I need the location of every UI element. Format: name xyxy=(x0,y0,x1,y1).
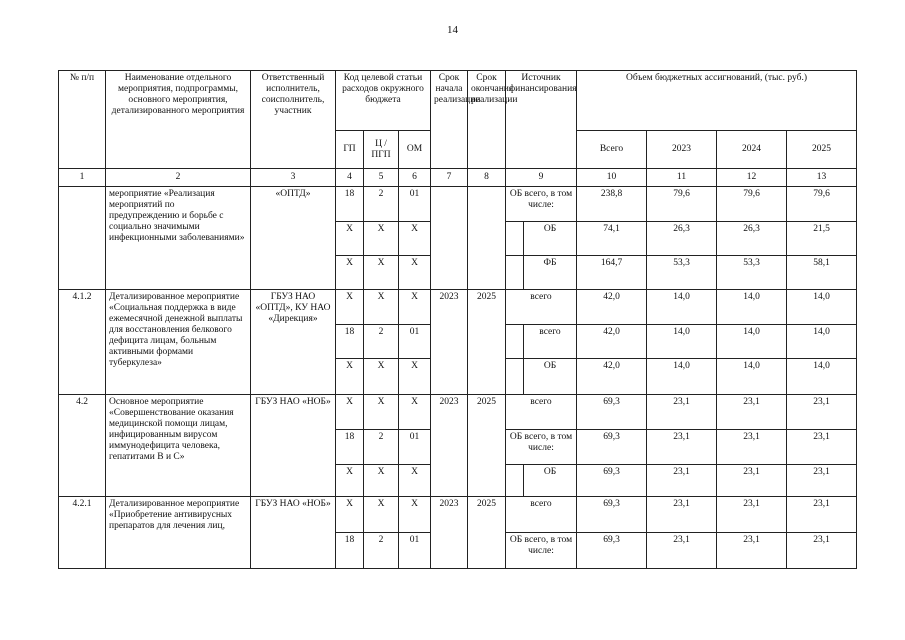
header-source: Источник финансирования xyxy=(506,71,577,169)
amount-2025: 21,5 xyxy=(787,222,857,256)
column-number: 10 xyxy=(577,169,647,187)
column-number: 2 xyxy=(106,169,251,187)
row-number: 4.2 xyxy=(59,395,106,497)
code-om: Х xyxy=(399,256,431,290)
responsible-executor: «ОПТД» xyxy=(251,187,336,290)
funding-source: ОБ xyxy=(524,359,577,395)
funding-source: всего xyxy=(506,497,577,533)
row-number xyxy=(59,187,106,290)
column-number: 11 xyxy=(647,169,717,187)
column-numbering-row xyxy=(59,169,857,187)
code-om: 01 xyxy=(399,533,431,569)
amount-2023: 23,1 xyxy=(647,395,717,430)
amount-2025: 79,6 xyxy=(787,187,857,222)
header-volume: Объем бюджетных ассигнований, (тыс. руб.) xyxy=(577,71,857,131)
column-number: 3 xyxy=(251,169,336,187)
header-name: Наименование отдельного мероприятия, подпрограммы, основного мероприятия, детализированного мероприятия xyxy=(106,71,251,169)
code-om: Х xyxy=(399,395,431,430)
amount-2024: 23,1 xyxy=(717,497,787,533)
amount-2024: 26,3 xyxy=(717,222,787,256)
header-2023: 2023 xyxy=(647,131,717,169)
code-gp: 18 xyxy=(336,325,364,359)
code-gp: 18 xyxy=(336,430,364,465)
measure-name: Детализированное мероприятие «Приобретение антивирусных препаратов для лечения лиц, xyxy=(106,497,251,569)
amount-2025: 14,0 xyxy=(787,325,857,359)
code-gp: 18 xyxy=(336,187,364,222)
source-indent-spacer xyxy=(506,256,524,290)
code-gp: Х xyxy=(336,222,364,256)
table-row xyxy=(59,290,857,325)
amount-total: 74,1 xyxy=(577,222,647,256)
code-pgp: Х xyxy=(364,256,399,290)
amount-2024: 14,0 xyxy=(717,359,787,395)
amount-2025: 23,1 xyxy=(787,395,857,430)
source-indent-spacer xyxy=(506,465,524,497)
code-pgp: Х xyxy=(364,395,399,430)
amount-2023: 79,6 xyxy=(647,187,717,222)
funding-source: ОБ всего, в том числе: xyxy=(506,533,577,569)
amount-total: 164,7 xyxy=(577,256,647,290)
table-row xyxy=(59,395,857,430)
amount-2024: 53,3 xyxy=(717,256,787,290)
funding-source: ОБ xyxy=(524,222,577,256)
column-number: 8 xyxy=(468,169,506,187)
responsible-executor: ГБУЗ НАО «НОБ» xyxy=(251,395,336,497)
code-om: Х xyxy=(399,465,431,497)
amount-2023: 23,1 xyxy=(647,497,717,533)
column-number: 7 xyxy=(431,169,468,187)
column-number: 5 xyxy=(364,169,399,187)
amount-2024: 23,1 xyxy=(717,395,787,430)
amount-2025: 23,1 xyxy=(787,497,857,533)
code-om: 01 xyxy=(399,187,431,222)
amount-2025: 23,1 xyxy=(787,430,857,465)
start-year: 2023 xyxy=(431,497,468,569)
code-pgp: 2 xyxy=(364,325,399,359)
column-number: 13 xyxy=(787,169,857,187)
header-start: Срок начала реализации xyxy=(431,71,468,169)
header-om: ОМ xyxy=(399,131,431,169)
amount-2024: 14,0 xyxy=(717,325,787,359)
code-gp: Х xyxy=(336,290,364,325)
column-number: 9 xyxy=(506,169,577,187)
responsible-executor: ГБУЗ НАО «НОБ» xyxy=(251,497,336,569)
start-year: 2023 xyxy=(431,395,468,497)
amount-2023: 14,0 xyxy=(647,359,717,395)
column-number: 1 xyxy=(59,169,106,187)
amount-2024: 79,6 xyxy=(717,187,787,222)
code-gp: Х xyxy=(336,497,364,533)
amount-total: 69,3 xyxy=(577,430,647,465)
funding-source: всего xyxy=(524,325,577,359)
amount-total: 69,3 xyxy=(577,533,647,569)
header-pgp: Ц / ПГП xyxy=(364,131,399,169)
funding-source: ФБ xyxy=(524,256,577,290)
end-year: 2025 xyxy=(468,497,506,569)
amount-2024: 23,1 xyxy=(717,430,787,465)
code-om: 01 xyxy=(399,325,431,359)
amount-total: 69,3 xyxy=(577,465,647,497)
code-pgp: Х xyxy=(364,222,399,256)
code-om: Х xyxy=(399,290,431,325)
amount-2024: 23,1 xyxy=(717,533,787,569)
amount-2025: 58,1 xyxy=(787,256,857,290)
amount-2025: 23,1 xyxy=(787,465,857,497)
table-row xyxy=(59,187,857,222)
header-end: Срок окончания реализации xyxy=(468,71,506,169)
source-indent-spacer xyxy=(506,222,524,256)
header-gp: ГП xyxy=(336,131,364,169)
amount-2025: 14,0 xyxy=(787,290,857,325)
measure-name: Детализированное мероприятие «Социальная поддержка в виде ежемесячной денежной выплаты для восстановления белкового дефицита лицам, больным активными формами туберкулеза» xyxy=(106,290,251,395)
code-pgp: Х xyxy=(364,465,399,497)
header-2025: 2025 xyxy=(787,131,857,169)
amount-total: 42,0 xyxy=(577,290,647,325)
amount-total: 69,3 xyxy=(577,497,647,533)
header-responsible: Ответственный исполнитель, соисполнитель, участник xyxy=(251,71,336,169)
column-number: 12 xyxy=(717,169,787,187)
table-body xyxy=(59,187,857,569)
code-om: Х xyxy=(399,222,431,256)
amount-total: 42,0 xyxy=(577,359,647,395)
amount-total: 238,8 xyxy=(577,187,647,222)
amount-2023: 14,0 xyxy=(647,325,717,359)
row-number: 4.2.1 xyxy=(59,497,106,569)
amount-2023: 26,3 xyxy=(647,222,717,256)
amount-2025: 14,0 xyxy=(787,359,857,395)
column-number: 6 xyxy=(399,169,431,187)
end-year: 2025 xyxy=(468,290,506,395)
code-pgp: Х xyxy=(364,359,399,395)
amount-2023: 23,1 xyxy=(647,533,717,569)
amount-2024: 14,0 xyxy=(717,290,787,325)
code-gp: Х xyxy=(336,359,364,395)
column-number: 4 xyxy=(336,169,364,187)
measure-name: Основное мероприятие «Совершенствование оказания медицинской помощи лицам, инфицированным вирусом иммунодефицита человека, гепатитами В и С» xyxy=(106,395,251,497)
row-number: 4.1.2 xyxy=(59,290,106,395)
code-pgp: Х xyxy=(364,497,399,533)
header-num: № п/п xyxy=(59,71,106,169)
source-indent-spacer xyxy=(506,359,524,395)
end-year xyxy=(468,187,506,290)
funding-source: ОБ всего, в том числе: xyxy=(506,187,577,222)
table-row xyxy=(59,497,857,533)
code-om: Х xyxy=(399,497,431,533)
amount-2023: 14,0 xyxy=(647,290,717,325)
amount-2025: 23,1 xyxy=(787,533,857,569)
funding-source: ОБ xyxy=(524,465,577,497)
source-indent-spacer xyxy=(506,325,524,359)
budget-table xyxy=(58,70,857,569)
start-year xyxy=(431,187,468,290)
amount-total: 42,0 xyxy=(577,325,647,359)
amount-2023: 23,1 xyxy=(647,430,717,465)
responsible-executor: ГБУЗ НАО «ОПТД», КУ НАО «Дирекция» xyxy=(251,290,336,395)
code-pgp: 2 xyxy=(364,430,399,465)
end-year: 2025 xyxy=(468,395,506,497)
funding-source: всего xyxy=(506,395,577,430)
code-pgp: Х xyxy=(364,290,399,325)
page-number: 14 xyxy=(447,24,458,36)
amount-2023: 23,1 xyxy=(647,465,717,497)
header-total: Всего xyxy=(577,131,647,169)
code-om: Х xyxy=(399,359,431,395)
amount-2024: 23,1 xyxy=(717,465,787,497)
code-om: 01 xyxy=(399,430,431,465)
header-code: Код целевой статьи расходов окружного бюджета xyxy=(336,71,431,131)
funding-source: ОБ всего, в том числе: xyxy=(506,430,577,465)
code-gp: Х xyxy=(336,465,364,497)
funding-source: всего xyxy=(506,290,577,325)
code-gp: 18 xyxy=(336,533,364,569)
header-2024: 2024 xyxy=(717,131,787,169)
code-gp: Х xyxy=(336,395,364,430)
code-pgp: 2 xyxy=(364,533,399,569)
amount-2023: 53,3 xyxy=(647,256,717,290)
amount-total: 69,3 xyxy=(577,395,647,430)
code-gp: Х xyxy=(336,256,364,290)
start-year: 2023 xyxy=(431,290,468,395)
measure-name: мероприятие «Реализация мероприятий по предупреждению и борьбе с социально значимыми инфекционными заболеваниями» xyxy=(106,187,251,290)
code-pgp: 2 xyxy=(364,187,399,222)
